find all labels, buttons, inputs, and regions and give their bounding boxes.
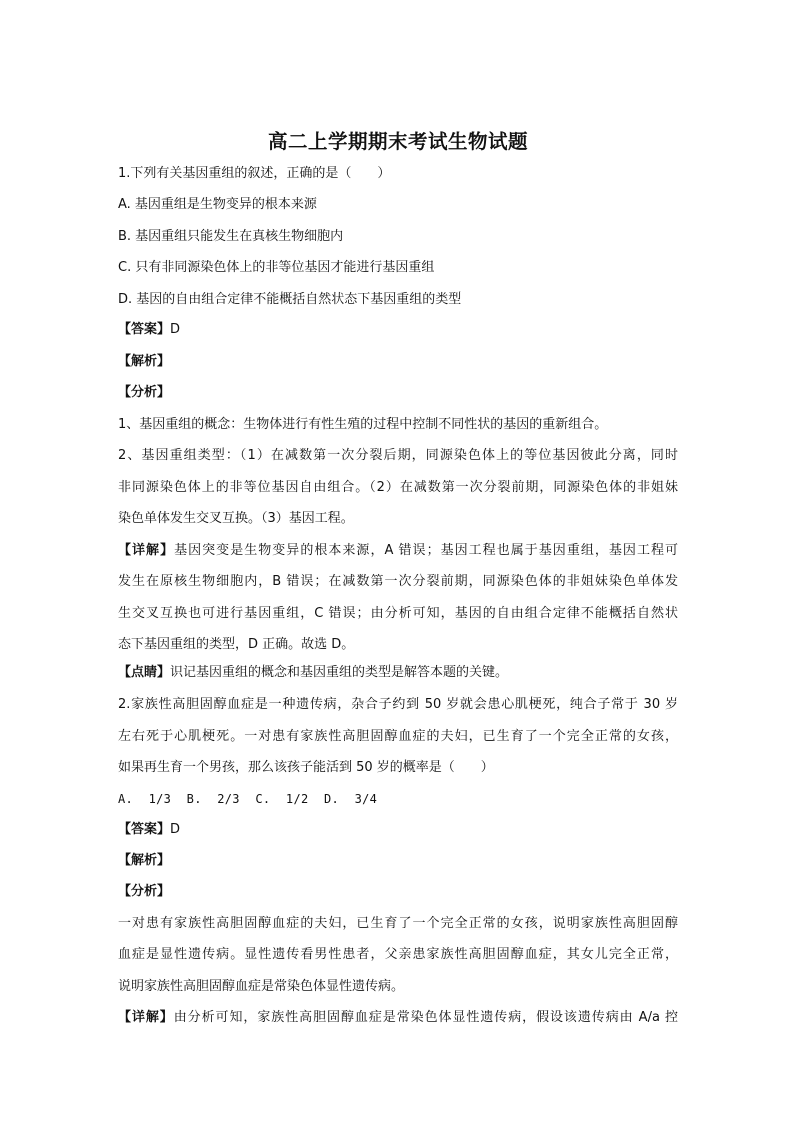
q1-xiangjie-line-2: 发生在原核生物细胞内，B 错误；在减数第一次分裂前期，同源染色体的非姐妹染色单体发	[118, 574, 678, 589]
q1-fenxi-line-4: 染色单体发生交叉互换。（3）基因工程。	[118, 511, 354, 526]
q2-xiangjie-text: 由分析可知，家族性高胆固醇血症是常染色体显性遗传病，假设该遗传病由 A/a 控	[173, 1010, 678, 1025]
q2-stem-line-3: 如果再生育一个男孩，那么该孩子能活到 50 岁的概率是（ ）	[118, 760, 494, 775]
q2-fenxi-line-1: 一对患有家族性高胆固醇血症的夫妇，已生育了一个完全正常的女孩，说明家族性高胆固醇	[118, 916, 678, 931]
q1-fenxi-line-1: 1、基因重组的概念：生物体进行有性生殖的过程中控制不同性状的基因的重新组合。	[118, 417, 608, 432]
q1-dianjing-text: 识记基因重组的概念和基因重组的类型是解答本题的关键。	[170, 665, 509, 680]
q2-options: A. 1/3 B. 2/3 C. 1/2 D. 3/4	[118, 792, 378, 806]
q2-jiexi-tag: 【解析】	[118, 853, 171, 868]
q2-fenxi-line-3: 说明家族性高胆固醇血症是常染色体显性遗传病。	[118, 979, 405, 994]
q1-xiangjie-line-1	[118, 541, 678, 561]
q2-answer-value: D	[170, 822, 181, 837]
q1-jiexi-tag: 【解析】	[118, 354, 171, 369]
q1-xiangjie-line-4: 态下基因重组的类型，D 正确。故选 D。	[118, 637, 355, 652]
q1-xiangjie-line-3: 生交叉互换也可进行基因重组，C 错误；由分析可知，基因的自由组合定律不能概括自然状	[118, 606, 678, 621]
page-title: 高二上学期期末考试生物试题	[267, 130, 528, 153]
q1-stem: 1.下列有关基因重组的叙述，正确的是（ ）	[118, 166, 391, 181]
q1-option-d: D. 基因的自由组合定律不能概括自然状态下基因重组的类型	[118, 292, 462, 307]
q1-option-a: A. 基因重组是生物变异的根本来源	[118, 197, 317, 212]
q1-fenxi-tag: 【分析】	[118, 385, 171, 400]
q1-fenxi-line-3: 非同源染色体上的非等位基因自由组合。（2）在减数第一次分裂前期，同源染色体的非姐妹	[118, 480, 678, 495]
q1-xiangjie-tag: 【详解】	[118, 543, 175, 558]
q1-xiangjie-text: 基因突变是生物变异的根本来源，A 错误；基因工程也属于基因重组，基因工程可	[174, 543, 678, 558]
q2-fenxi-tag: 【分析】	[118, 884, 171, 899]
q1-answer-value: D	[170, 322, 181, 337]
q2-xiangjie-tag: 【详解】	[118, 1010, 174, 1025]
q1-dianjing-tag: 【点睛】	[118, 665, 171, 680]
q1-dianjing	[118, 663, 508, 683]
q2-xiangjie-line-1	[118, 1008, 678, 1028]
q2-stem-line-1: 2.家族性高胆固醇血症是一种遗传病，杂合子约到 50 岁就会患心肌梗死，纯合子常于 30 岁	[118, 697, 678, 712]
q1-fenxi-line-2: 2、基因重组类型：（1）在减数第一次分裂后期，同源染色体上的等位基因彼此分离，同时	[118, 448, 678, 463]
q2-stem-line-2: 左右死于心肌梗死。一对患有家族性高胆固醇血症的夫妇，已生育了一个完全正常的女孩，	[118, 729, 678, 744]
q1-option-b: B. 基因重组只能发生在真核生物细胞内	[118, 229, 344, 244]
q2-answer	[118, 820, 180, 840]
q1-answer	[118, 320, 180, 340]
q1-answer-tag: 【答案】	[118, 322, 171, 337]
q1-option-c: C. 只有非同源染色体上的非等位基因才能进行基因重组	[118, 260, 435, 275]
q2-answer-tag: 【答案】	[118, 822, 171, 837]
q2-fenxi-line-2: 血症是显性遗传病。显性遗传看男性患者，父亲患家族性高胆固醇血症，其女儿完全正常，	[118, 947, 678, 962]
